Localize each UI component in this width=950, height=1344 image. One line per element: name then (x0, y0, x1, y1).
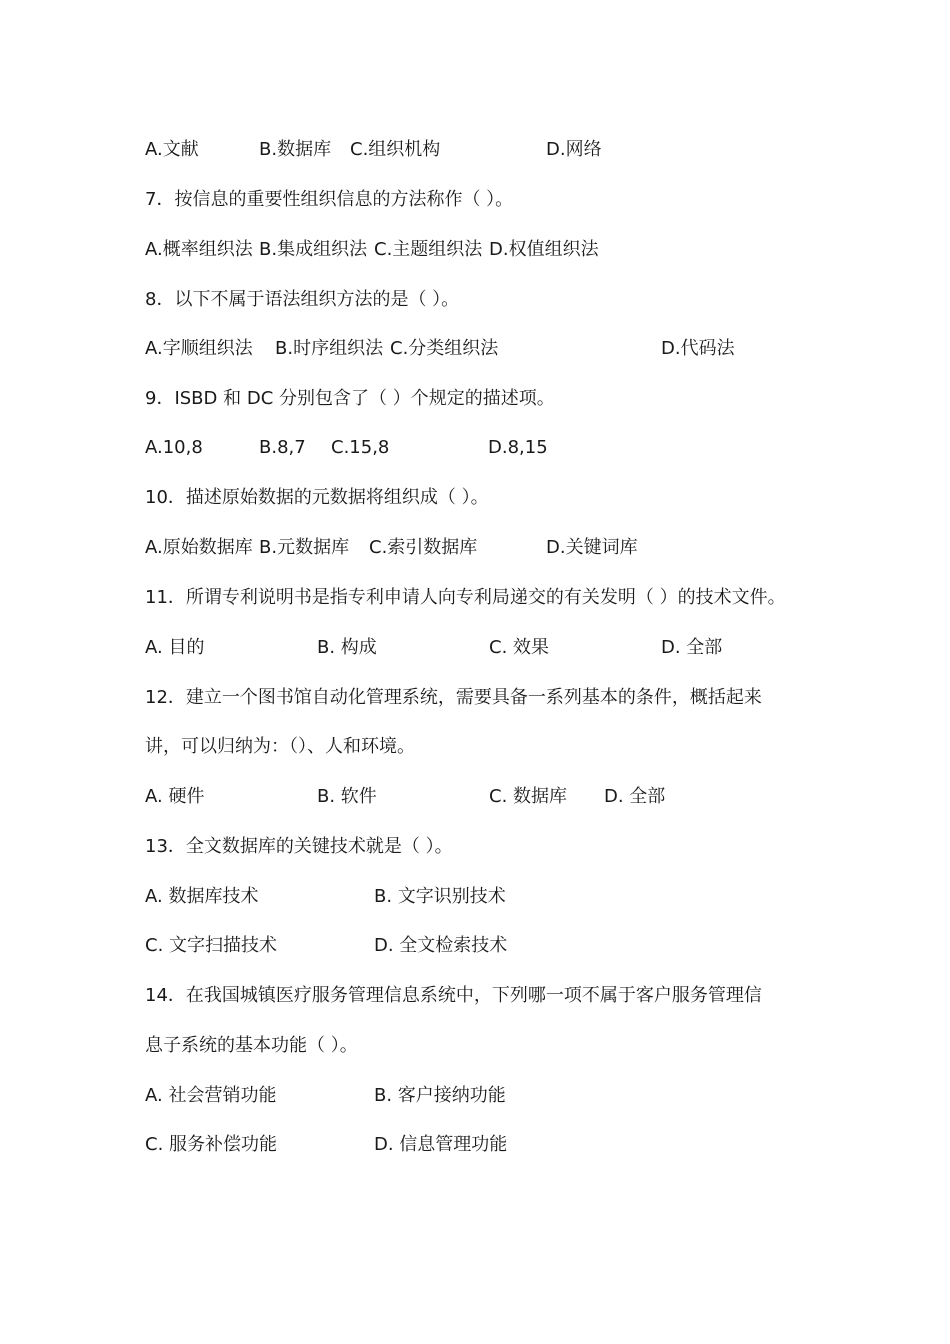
q9-stem: 9．ISBD 和 DC 分别包含了（ ）个规定的描述项。 (145, 388, 555, 409)
q7-option-c: C.主题组织法 (374, 239, 483, 260)
q10-stem: 10．描述原始数据的元数据将组织成（ ）。 (145, 487, 489, 508)
q8-stem: 8．以下不属于语法组织方法的是（ ）。 (145, 289, 460, 310)
q9-option-b: B.8,7 (259, 437, 306, 458)
q14-option-a: A. 社会营销功能 (145, 1085, 277, 1106)
q14-stem-line-2: 息子系统的基本功能（ ）。 (145, 1035, 358, 1056)
q8-option-d: D.代码法 (661, 338, 735, 359)
q6-option-c: C.组织机构 (350, 139, 441, 160)
q11-stem: 11．所谓专利说明书是指专利申请人向专利局递交的有关发明（ ）的技术文件。 (145, 587, 786, 608)
q14-option-c: C. 服务补偿功能 (145, 1134, 278, 1155)
q13-stem: 13．全文数据库的关键技术就是（ ）。 (145, 836, 453, 857)
q9-option-c: C.15,8 (331, 437, 390, 458)
q10-option-c: C.索引数据库 (369, 537, 478, 558)
q13-option-a: A. 数据库技术 (145, 886, 259, 907)
q14-stem-line-1: 14．在我国城镇医疗服务管理信息系统中，下列哪一项不属于客户服务管理信 (145, 985, 762, 1006)
q7-option-d: D.权值组织法 (489, 239, 599, 260)
q6-option-b: B.数据库 (259, 139, 332, 160)
q12-option-d: D. 全部 (604, 786, 666, 807)
q10-option-b: B.元数据库 (259, 537, 350, 558)
q11-option-c: C. 效果 (489, 637, 550, 658)
q10-option-a: A.原始数据库 (145, 537, 253, 558)
q11-option-d: D. 全部 (661, 637, 723, 658)
q12-option-b: B. 软件 (317, 786, 377, 807)
q11-option-b: B. 构成 (317, 637, 377, 658)
q7-stem: 7．按信息的重要性组织信息的方法称作（ ）。 (145, 189, 514, 210)
q10-option-d: D.关键词库 (546, 537, 638, 558)
q12-option-a: A. 硬件 (145, 786, 205, 807)
q14-option-b: B. 客户接纳功能 (374, 1085, 506, 1106)
q12-option-c: C. 数据库 (489, 786, 568, 807)
q8-option-a: A.字顺组织法 (145, 338, 253, 359)
q11-option-a: A. 目的 (145, 637, 205, 658)
q8-option-c: C.分类组织法 (390, 338, 499, 359)
q8-option-b: B.时序组织法 (275, 338, 384, 359)
q7-option-b: B.集成组织法 (259, 239, 368, 260)
q13-option-b: B. 文字识别技术 (374, 886, 506, 907)
q9-option-d: D.8,15 (488, 437, 548, 458)
q6-option-a: A.文献 (145, 139, 199, 160)
q6-option-d: D.网络 (546, 139, 602, 160)
q9-option-a: A.10,8 (145, 437, 203, 458)
q13-option-d: D. 全文检索技术 (374, 935, 508, 956)
q13-option-c: C. 文字扫描技术 (145, 935, 278, 956)
q12-stem-line-1: 12．建立一个图书馆自动化管理系统，需要具备一系列基本的条件，概括起来 (145, 687, 762, 708)
q14-option-d: D. 信息管理功能 (374, 1134, 508, 1155)
q7-option-a: A.概率组织法 (145, 239, 253, 260)
q12-stem-line-2: 讲，可以归纳为：（）、人和环境。 (145, 736, 415, 757)
